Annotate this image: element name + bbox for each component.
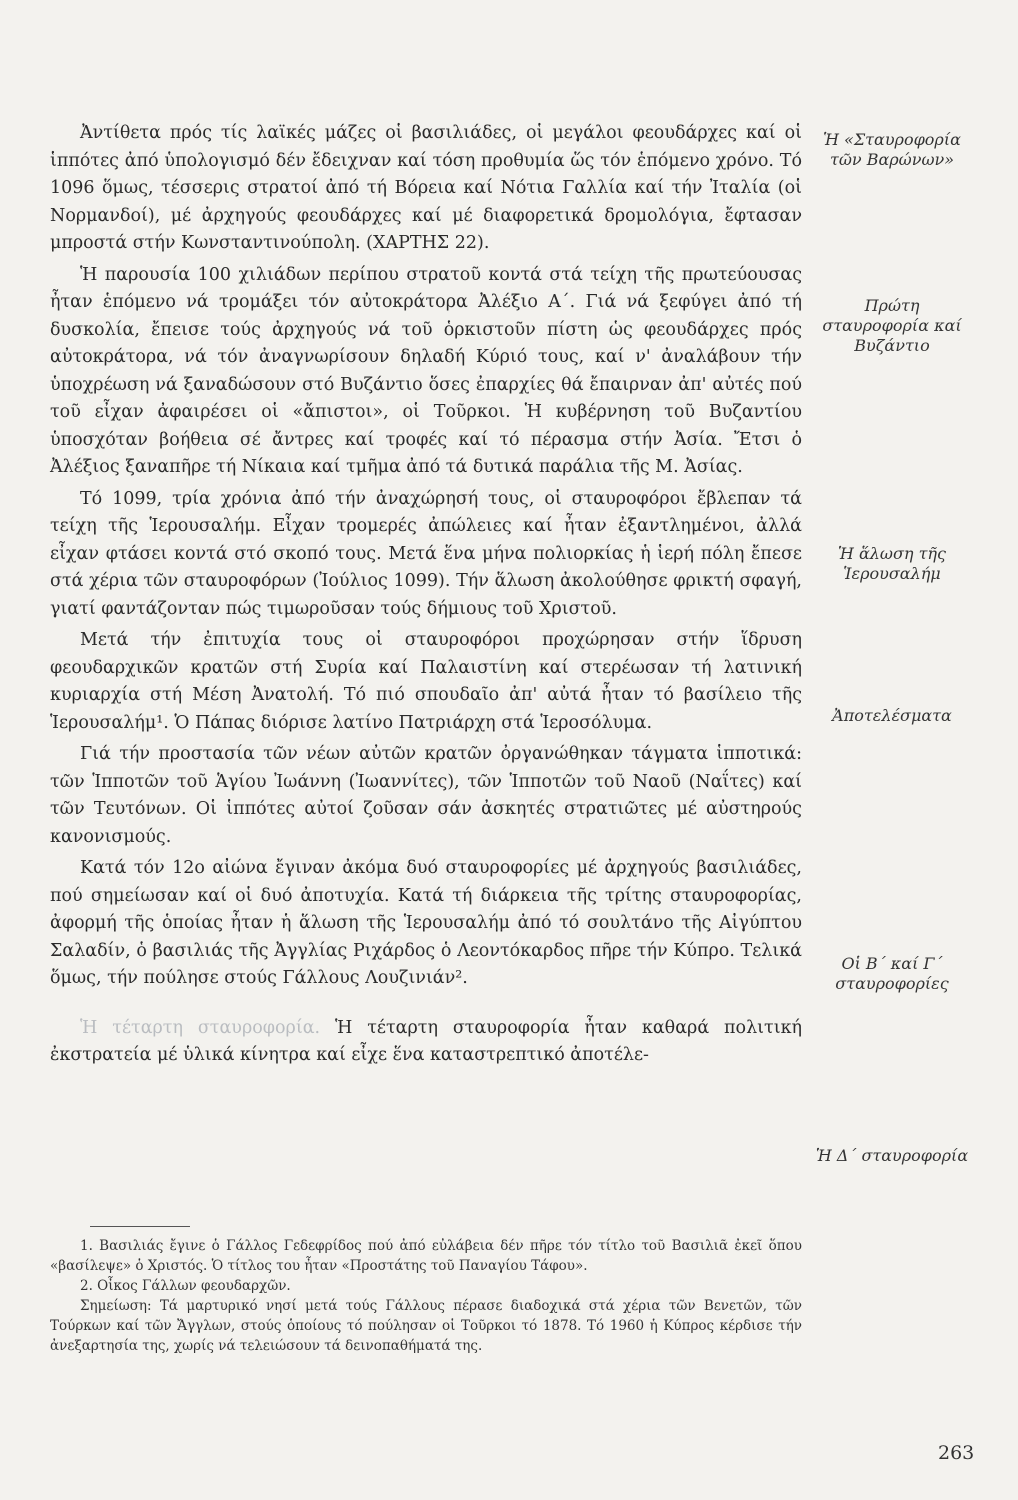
paragraph-6: Κατά τόν 12ο αἰώνα ἔγιναν ἀκόμα δυό σταυροφορίες μέ ἀρχηγούς βασιλιάδες, πού σημείωσαν καί οἱ δυό ἀποτυχία. Κατά τή διάρκεια τῆς τρίτης σταυροφορίας, ἀφορμή τῆς ὁποίας ἦταν ἡ ἅλωση τῆς Ἱερουσαλήμ ἀπό τό σουλτάνο τῆς Αἰγύπτου Σαλαδίν, ὁ βασιλιάς τῆς Ἀγγλίας Ριχάρδος ὁ Λεοντόκαρδος πῆρε τήν Κύπρο. Τελικά ὅμως, τήν πούλησε στούς Γάλλους Λουζινιάν².	[50, 858, 802, 988]
paragraph-5: Γιά τήν προστασία τῶν νέων αὐτῶν κρατῶν ὀργανώθηκαν τάγματα ἱπποτικά: τῶν Ἱπποτῶν τοῦ Ἁγίου Ἰωάννη (Ἰωαννίτες), τῶν Ἱπποτῶν τοῦ Ναοῦ (Ναΐτες) καί τῶν Τευτόνων. Οἱ ἱππότες αὐτοί ζοῦσαν σάν ἀσκητές στρατιῶτες μέ αὐστηρούς κανονισμούς.	[50, 744, 802, 847]
paragraph-7	[50, 1015, 802, 1070]
footnote-note: Σημείωση: Τά μαρτυρικό νησί μετά τούς Γάλλους πέρασε διαδοχικά στά χέρια τῶν Βενετῶν, τῶν Τούρκων καί τῶν Ἄγγλων, στούς ὁποίους τό πούλησαν οἱ Τοῦρκοι τό 1878. Τό 1960 ἡ Κύπρος κέρδισε τήν ἀνεξαρτησία της, χωρίς νά τελειώσουν τά δεινοπαθήματά της.	[50, 1298, 802, 1354]
margin-note-barons-crusade: Ἡ «Σταυροφορία τῶν Βαρώνων»	[823, 130, 961, 169]
paragraph-1: Ἀντίθετα πρός τίς λαϊκές μάζες οἱ βασιλιάδες, οἱ μεγάλοι φεουδάρχες καί οἱ ἱππότες ἀπό ὑπολογισμό δέν ἔδειχναν καί τόση προθυμία ὥς τόν ἑπόμενο χρόνο. Τό 1096 ὅμως, τέσσερις στρατοί ἀπό τή Βόρεια καί Νότια Γαλλία καί τήν Ἰταλία (οἱ Νορμανδοί), μέ ἀρχηγούς φεουδάρχες καί μέ διαφορετικά δρομολόγια, ἔφτασαν μπροστά στήν Κωνσταντινούπολη. (ΧΑΡΤΗΣ 22).	[50, 123, 802, 253]
footnotes	[50, 1236, 802, 1356]
footnote-2: 2. Οἶκος Γάλλων φεουδαρχῶν.	[80, 1278, 291, 1294]
margin-note-fourth: Ἡ Δ΄ σταυροφορία	[815, 1146, 969, 1165]
footnote-1: 1. Βασιλιάς ἔγινε ὁ Γάλλος Γεδεφρίδος πού ἀπό εὐλάβεια δέν πῆρε τόν τίτλο τοῦ Βασιλιᾶ ἐκεῖ ὅπου «βασίλεψε» ὁ Χριστός. Ὁ τίτλος του ἦταν «Προστάτης τοῦ Παναγίου Τάφου».	[50, 1238, 802, 1274]
section-heading-inline: Ἡ τέταρτη σταυροφορία.	[80, 1017, 321, 1038]
margin-note-second-third: Οἱ Β΄ καί Γ΄ σταυροφορίες	[835, 954, 949, 993]
paragraph-2: Ἡ παρουσία 100 χιλιάδων περίπου στρατοῦ κοντά στά τείχη τῆς πρωτεύουσας ἦταν ἑπόμενο νά τρομάξει τόν αὐτοκράτορα Ἀλέξιο Α΄. Γιά νά ξεφύγει ἀπό τή δυσκολία, ἔπεισε τούς ἀρχηγούς νά τοῦ ὁρκιστοῦν πίστη ὡς φεουδάρχες πρός αὐτοκράτορα, νά τόν ἀναγνωρίσουν δηλαδή Κύριό τους, καί ν' ἀναλάβουν τήν ὑποχρέωση νά ξαναδώσουν στό Βυζάντιο ὅσες ἐπαρχίες θά ἔπαιρναν ἀπ' αὐτές πού τοῦ εἶχαν ἀφαιρέσει οἱ «ἄπιστοι», οἱ Τοῦρκοι. Ἡ κυβέρνηση τοῦ Βυζαντίου ὑποσχόταν βοήθεια σέ ἄντρες καί τροφές καί τό πέρασμα στήν Ἀσία. Ἔτσι ὁ Ἀλέξιος ξαναπῆρε τή Νίκαια καί τμῆμα ἀπό τά δυτικά παράλια τῆς Μ. Ἀσίας.	[50, 264, 802, 477]
paragraph-3: Τό 1099, τρία χρόνια ἀπό τήν ἀναχώρησή τους, οἱ σταυροφόροι ἔβλεπαν τά τείχη τῆς Ἱερουσαλήμ. Εἶχαν τρομερές ἀπώλειες καί ἦταν ἐξαντλημένοι, ἀλλά εἶχαν φτάσει κοντά στό σκοπό τους. Μετά ἕνα μήνα πολιορκίας ἡ ἱερή πόλη ἔπεσε στά χέρια τῶν σταυροφόρων (Ἰούλιος 1099). Τήν ἅλωση ἀκολούθησε φρικτή σφαγή, γιατί φαντάζονταν πώς τιμωροῦσαν τούς δήμιους τοῦ Χριστοῦ.	[50, 488, 802, 619]
paragraph-7-text: Ἡ τέταρτη σταυροφορία ἦταν καθαρά πολιτική ἐκστρατεία μέ ὑλικά κίνητρα καί εἶχε ἕνα καταστρεπτικό ἀποτέλε-	[50, 1017, 802, 1065]
page-number: 263	[938, 1442, 975, 1464]
margin-note-results: Ἀποτελέσματα	[832, 706, 952, 725]
footnote-divider	[90, 1226, 190, 1227]
main-text	[50, 120, 802, 1070]
paragraph-4: Μετά τήν ἐπιτυχία τους οἱ σταυροφόροι προχώρησαν στήν ἵδρυση φεουδαρχικῶν κρατῶν στή Συρία καί Παλαιστίνη καί στερέωσαν τή λατινική κυριαρχία στή Μέση Ἀνατολή. Τό πιό σπουδαῖο ἀπ' αὐτά ἦταν τό βασίλειο τῆς Ἱερουσαλήμ¹. Ὁ Πάπας διόρισε λατίνο Πατριάρχη στά Ἱεροσόλυμα.	[50, 630, 802, 733]
margin-note-jerusalem: Ἡ ἅλωση τῆς Ἱερουσαλήμ	[838, 544, 946, 583]
margin-note-first-crusade: Πρώτη σταυροφορία καί Βυζάντιο	[822, 296, 962, 355]
